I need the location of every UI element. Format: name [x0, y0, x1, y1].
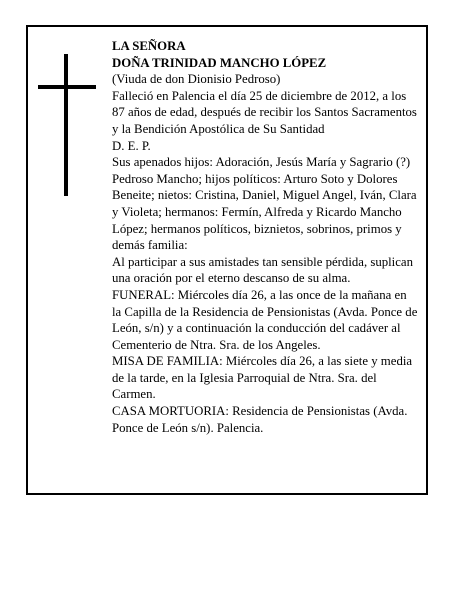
cross-icon-horizontal-bar: [38, 85, 96, 89]
family-mass-details: MISA DE FAMILIA: Miércoles día 26, a las siete y media de la tarde, en la Iglesia Parroquial de Ntra. Sra. del Carmen.: [112, 354, 413, 402]
cross-icon-vertical-bar: [64, 54, 68, 196]
widow-of-line: (Viuda de don Dionisio Pedroso): [112, 72, 281, 87]
funeral-details: FUNERAL: Miércoles día 26, a las once de la mañana en la Capilla de la Residencia de Pensionistas (Avda. Ponce de León, s/n) y a continuación la conducción del cadáver al Cementerio de Ntra. Sra. de los Angeles.: [112, 287, 418, 352]
rip-line: D. E. P.: [112, 138, 151, 153]
funeral-home-details: CASA MORTUORIA: Residencia de Pensionistas (Avda. Ponce de León s/n). Palencia.: [112, 404, 408, 435]
deceased-name: DOÑA TRINIDAD MANCHO LÓPEZ: [112, 55, 327, 70]
title-line-1: LA SEÑORA: [112, 39, 186, 53]
death-announcement: Falleció en Palencia el día 25 de diciembre de 2012, a los 87 años de edad, después de recibir los Santos Sacramentos y la Bendición Apostólica de Su Santidad: [112, 88, 417, 136]
prayer-request: Al participar a sus amistades tan sensible pérdida, suplican una oración por el eterno descanso de su alma.: [112, 254, 413, 286]
family-list: Sus apenados hijos: Adoración, Jesús María y Sagrario (?) Pedroso Mancho; hijos políticos: Arturo Soto y Dolores Beneite; nietos: Cristina, Daniel, Miguel Angel, Iván, Clara y Violeta; hermanos: Fermín, Alfreda y Ricardo Mancho López; hermanos políticos, biznietos, sobrinos, primos y demás familia:: [112, 155, 417, 253]
obituary-text: [112, 38, 418, 436]
